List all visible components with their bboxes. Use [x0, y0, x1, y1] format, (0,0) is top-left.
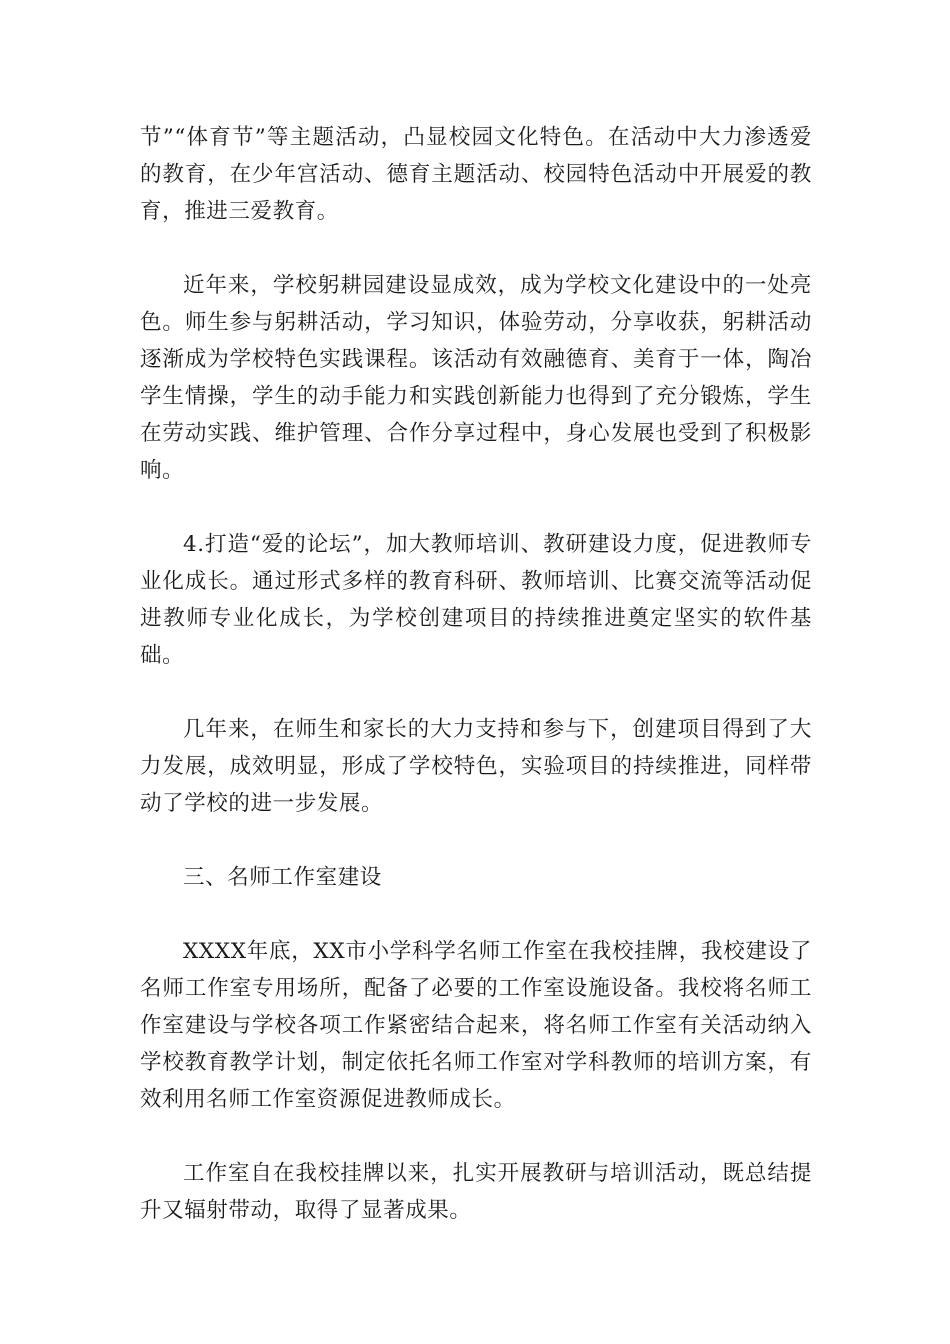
paragraph-1: 节”“体育节”等主题活动，凸显校园文化特色。在活动中大力渗透爱的教育，在少年宫活动、德育主题活动、校园特色活动中开展爱的教育，推进三爱教育。: [140, 125, 812, 224]
document-body: [140, 119, 812, 1229]
section-heading: 三、名师工作室建设: [183, 865, 382, 890]
paragraph-2: 近年来，学校躬耕园建设显成效，成为学校文化建设中的一处亮色。师生参与躬耕活动，学习知识，体验劳动，分享收获，躬耕活动逐渐成为学校特色实践课程。该活动有效融德育、美育于一体，陶冶学生情操，学生的动手能力和实践创新能力也得到了充分锻炼，学生在劳动实践、维护管理、合作分享过程中，身心发展也受到了积极影响。: [140, 273, 812, 483]
paragraph-6: 工作室自在我校挂牌以来，扎实开展教研与培训活动，既总结提升又辐射带动，取得了显著成果。: [140, 1161, 812, 1223]
paragraph-4: 几年来，在师生和家长的大力支持和参与下，创建项目得到了大力发展，成效明显，形成了学校特色，实验项目的持续推进，同样带动了学校的进一步发展。: [140, 717, 812, 816]
paragraph-3: 4.打造“爱的论坛”，加大教师培训、教研建设力度，促进教师专业化成长。通过形式多样的教育科研、教师培训、比赛交流等活动促进教师专业化成长，为学校创建项目的持续推进奠定坚实的软件基础。: [140, 532, 812, 668]
paragraph-5: XXXX年底，XX市小学科学名师工作室在我校挂牌，我校建设了名师工作室专用场所，配备了必要的工作室设施设备。我校将名师工作室建设与学校各项工作紧密结合起来，将名师工作室有关活动纳入学校教育教学计划，制定依托名师工作室对学科教师的培训方案，有效利用名师工作室资源促进教师成长。: [140, 939, 812, 1112]
